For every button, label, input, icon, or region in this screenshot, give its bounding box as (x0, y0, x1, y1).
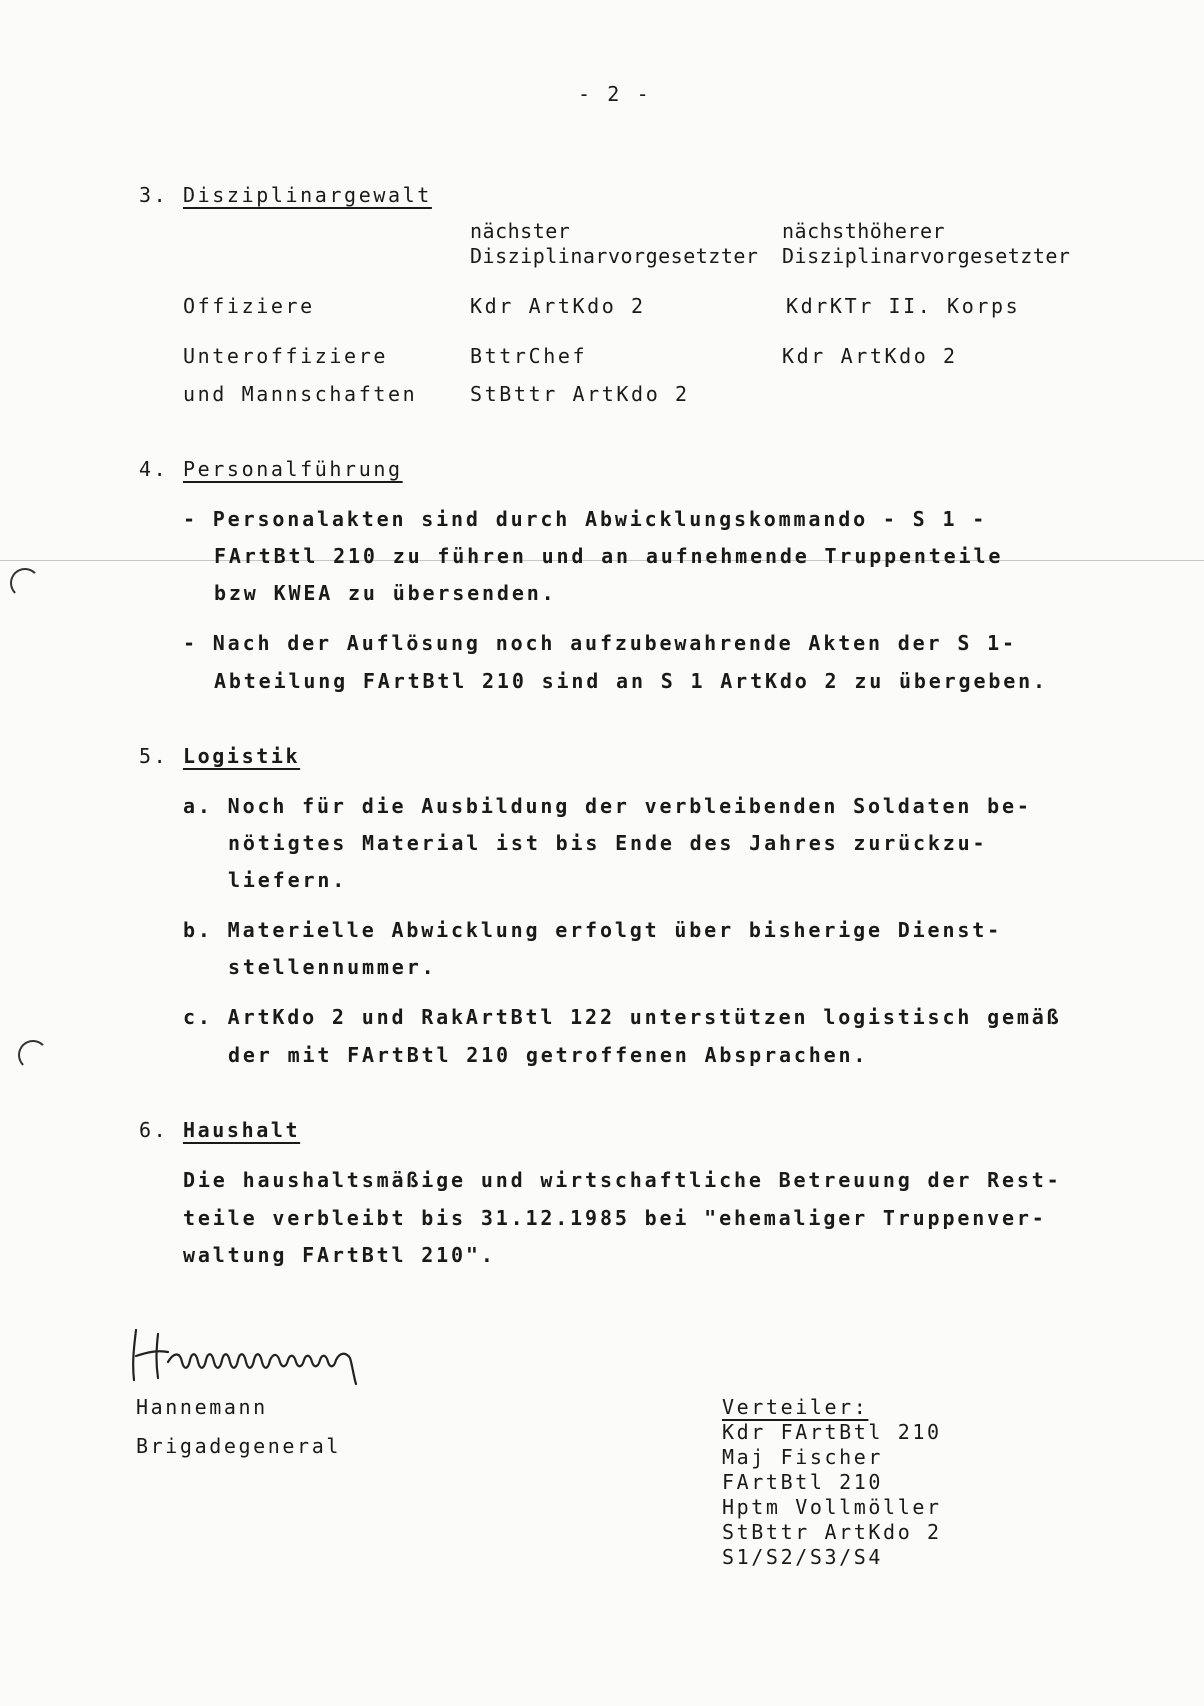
row2-col1a: BttrChef (470, 344, 588, 368)
verteiler-entry: Kdr FArtBtl 210 (722, 1420, 942, 1444)
page-number: - 2 - (578, 82, 652, 106)
item-5c-line2: der mit FArtBtl 210 getroffenen Absprachen. (228, 1043, 869, 1067)
section-4-number: 4. (139, 457, 169, 481)
col-head-2b: Disziplinarvorgesetzter (782, 244, 1071, 268)
verteiler-title: Verteiler: (722, 1395, 869, 1419)
punch-hole-mark (18, 1040, 48, 1070)
item-5a-line1: a. Noch für die Ausbildung der verbleibenden Soldaten be- (183, 794, 1032, 818)
item-4-2-line2: Abteilung FArtBtl 210 sind an S 1 ArtKdo 2 zu übergeben. (214, 669, 1048, 693)
section-6-number: 6. (139, 1118, 169, 1142)
item-4-1-line3: bzw KWEA zu übersenden. (214, 581, 557, 605)
item-5a-line2: nötigtes Material ist bis Ende des Jahres zurückzu- (228, 831, 988, 855)
section-4-title: Personalführung (183, 457, 403, 481)
verteiler-entry: Hptm Vollmöller (722, 1495, 942, 1519)
section-3-number: 3. (139, 183, 169, 207)
section-6-line1: Die haushaltsmäßige und wirtschaftliche Betreuung der Rest- (183, 1168, 1062, 1192)
col-head-1b: Disziplinarvorgesetzter (470, 244, 759, 268)
col-head-2a: nächsthöherer (782, 219, 946, 243)
item-5a-line3: liefern. (228, 868, 348, 892)
verteiler-entry: StBttr ArtKdo 2 (722, 1520, 942, 1544)
section-6-line2: teile verbleibt bis 31.12.1985 bei "ehemaliger Truppenver- (183, 1206, 1047, 1230)
verteiler-entry: S1/S2/S3/S4 (722, 1545, 884, 1569)
row-label-unteroffiziere: Unteroffiziere (183, 344, 388, 368)
verteiler-entry: Maj Fischer (722, 1445, 884, 1469)
item-4-2-line1: - Nach der Auflösung noch aufzubewahrende Akten der S 1- (183, 631, 1017, 655)
row-label-mannschaften: und Mannschaften (183, 382, 418, 406)
item-4-1-line1: - Personalakten sind durch Abwicklungskommando - S 1 - (183, 507, 988, 531)
signer-rank: Brigadegeneral (136, 1434, 341, 1458)
row1-col1: Kdr ArtKdo 2 (470, 294, 646, 318)
section-5-title: Logistik (183, 744, 301, 768)
col-head-1a: nächster (470, 219, 571, 243)
signer-name: Hannemann (136, 1395, 268, 1419)
section-5-number: 5. (139, 744, 169, 768)
row2-col1b: StBttr ArtKdo 2 (470, 382, 690, 406)
punch-hole-mark (10, 568, 40, 598)
handwritten-signature (128, 1322, 388, 1392)
row2-col2: Kdr ArtKdo 2 (782, 344, 958, 368)
section-6-title: Haushalt (183, 1118, 301, 1142)
verteiler-entry: FArtBtl 210 (722, 1470, 884, 1494)
item-5b-line1: b. Materielle Abwicklung erfolgt über bisherige Dienst- (183, 918, 1003, 942)
item-5c-line1: c. ArtKdo 2 und RakArtBtl 122 unterstützen logistisch gemäß (183, 1005, 1062, 1029)
item-5b-line2: stellennummer. (228, 955, 437, 979)
section-3-title: Disziplinargewalt (183, 183, 432, 207)
row1-col2: KdrKTr II. Korps (786, 294, 1021, 318)
item-4-1-line2: FArtBtl 210 zu führen und an aufnehmende Truppenteile (214, 544, 1004, 568)
section-6-line3: waltung FArtBtl 210". (183, 1243, 496, 1267)
row-label-offiziere: Offiziere (183, 294, 315, 318)
